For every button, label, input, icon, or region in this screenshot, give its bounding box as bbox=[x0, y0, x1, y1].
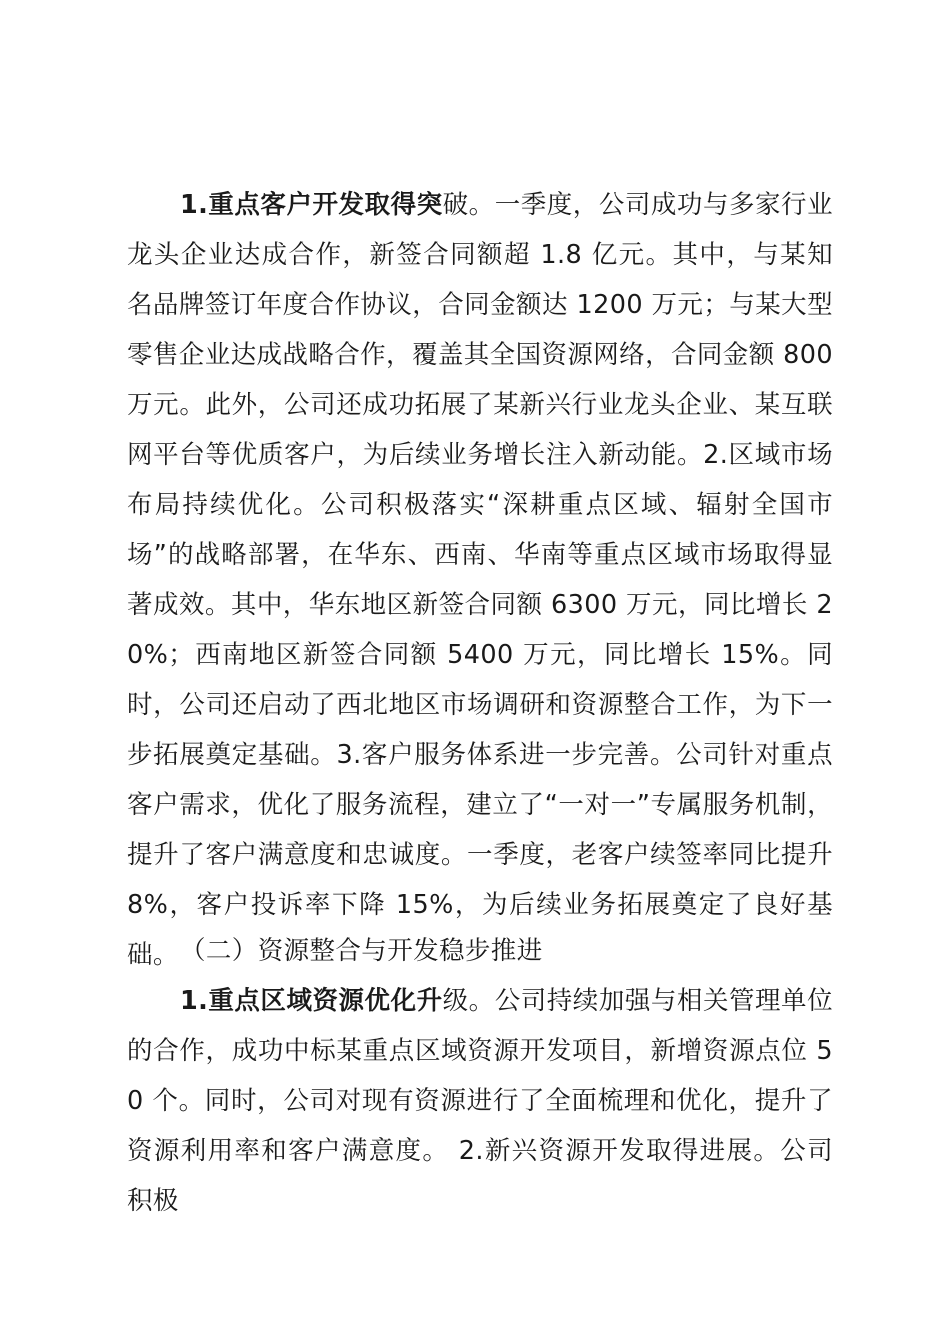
paragraph-resource-integration bbox=[127, 976, 833, 1226]
paragraph-body: 破。一季度，公司成功与多家行业龙头企业达成合作，新签合同额超 1.8 亿元。其中，与某知名品牌签订年度合作协议，合同金额达 1200 万元；与某大型零售企业达成战略合作，覆盖其全国资源网络，合同金额 800 万元。此外，公司还成功拓展了某新兴行业龙头企业、某互联网平台等优质客户，为后续业务增长注入新动能。2.区域市场布局持续优化。公司积极落实“深耕重点区域、辐射全国市场”的战略部署，在华东、西南、华南等重点区域市场取得显著成效。其中，华东地区新签合同额 6300 万元，同比增长 20%；西南地区新签合同额 5400 万元，同比增长 15%。同时，公司还启动了西北地区市场调研和资源整合工作，为下一步拓展奠定基础。3.客户服务体系进一步完善。公司针对重点客户需求，优化了服务流程，建立了“一对一”专属服务机制，提升了客户满意度和忠诚度。一季度，老客户续签率同比提升 8%，客户投诉率下降 15%，为后续业务拓展奠定了良好基础。 bbox=[127, 190, 833, 970]
paragraph-lead-bold: 1.重点区域资源优化升 bbox=[180, 986, 443, 1016]
paragraph-customer-development bbox=[127, 180, 833, 980]
paragraph-body: 级。公司持续加强与相关管理单位的合作，成功中标某重点区域资源开发项目，新增资源点位 50 个。同时，公司对现有资源进行了全面梳理和优化，提升了资源利用率和客户满意度。 2.新兴资源开发取得进展。公司积极 bbox=[127, 986, 833, 1216]
paragraph-lead-bold: 1.重点客户开发取得突 bbox=[180, 190, 443, 220]
section-heading: （二）资源整合与开发稳步推进 bbox=[180, 936, 543, 966]
